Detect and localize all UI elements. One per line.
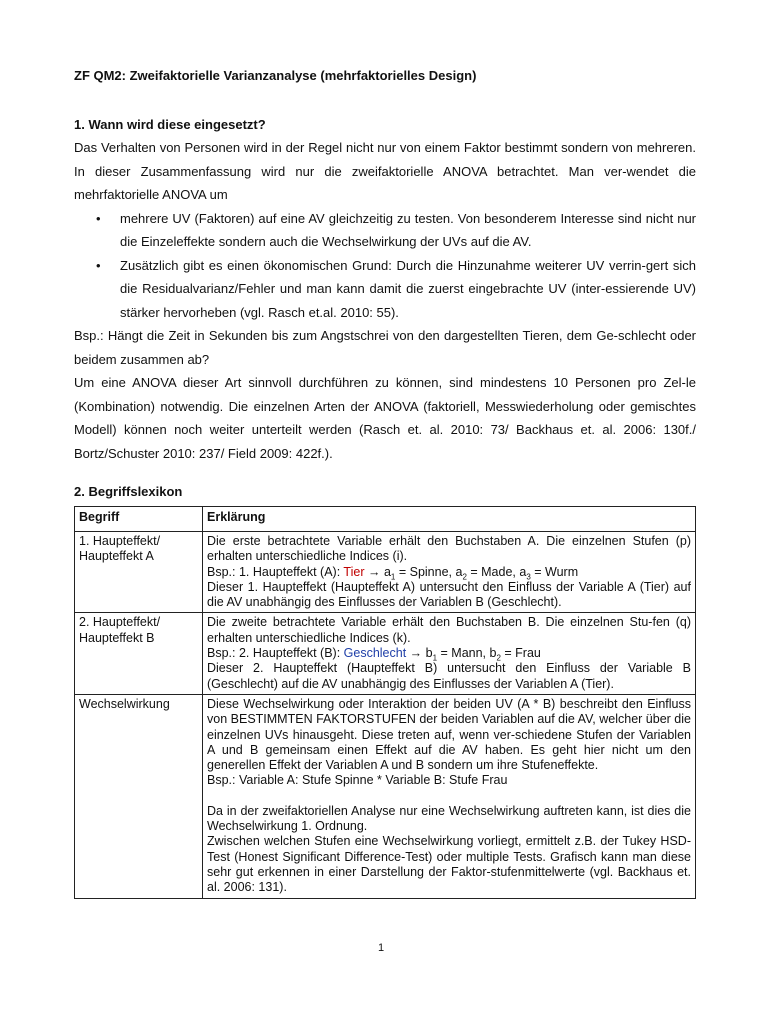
table-row [75, 694, 696, 898]
reasons-list [74, 207, 696, 325]
page-number: 1 [378, 942, 385, 954]
term-cell: Wechselwirkung [75, 694, 203, 898]
bullet-icon: • [96, 210, 101, 226]
intro-paragraph: Das Verhalten von Personen wird in der Regel nicht nur von einem Faktor bestimmt sondern von mehreren. In dieser Zusammenfassung wird nur die zweifaktorielle ANOVA betrachtet. Man ver-wendet die mehrfaktorielle ANOVA um [74, 140, 696, 202]
section-1-heading: 1. Wann wird diese eingesetzt? [74, 117, 266, 132]
example-line: Bsp.: 1. Haupteffekt (A): Tier → $a_1$ = Spinne, $a_2$ = Made, $a_3$ = Wurm [207, 564, 579, 582]
table-row [75, 532, 696, 613]
factor-label: Tier [343, 564, 365, 579]
explanation-cell: Die zweite betrachtete Variable erhält den Buchstaben B. Die einzelnen Stu-fen (q) erhalten unterschiedliche Indices (k). Bsp.: 2. Haupteffekt (B): Geschlecht → $b_1$ = Mann, $b_2$ = Frau Dieser 2. Haupteffekt (Haupteffekt B) untersucht den Einfluss der Variable B (Geschlecht) auf die AV unabhängig des Einflusses der Variablen A (Tier). [203, 613, 696, 694]
bullet-icon: • [96, 257, 101, 273]
list-item: • Zusätzlich gibt es einen ökonomischen Grund: Durch die Hinzunahme weiterer UV verrin-gert sich die Residualvarianz/Fehler und man kann damit die zuerst eingebrachte UV (inter-essierende UV) stärker hervorheben (vgl. Rasch et.al. 2010: 55). [74, 254, 696, 325]
section-2-heading: 2. Begriffslexikon [74, 484, 183, 499]
explanation-cell: Diese Wechselwirkung oder Interaktion der beiden UV (A * B) beschreibt den Einfluss von BESTIMMTEN FAKTORSTUFEN der beiden Variablen auf die AV, welcher über die einzelnen UVs hinausgeht. Diese treten auf, wenn ver-schiedene Stufen der Variablen A und B gemeinsam einen Effekt auf die AV haben. Es geht hier nicht um den generellen Effekt der Variablen A und B sondern um ihre Stufeneffekte. Bsp.: Variable A: Stufe Spinne * Variable B: Stufe Frau Da in der zweifaktoriellen Analyse nur eine Wechselwirkung auftreten kann, ist dies die Wechselwirkung 1. Ordnung. Zwischen welchen Stufen eine Wechselwirkung vorliegt, ermittelt z.B. der Tukey HSD-Test (Honest Significant Difference-Test) oder multiple Tests. Grafisch kann man diese sehr gut erkennen in einer Darstellung der Faktor-stufenmittelwerte (vgl. Backhaus et. al. 2006: 131). [203, 694, 696, 898]
table-row [75, 613, 696, 694]
section-1-body [74, 136, 696, 465]
document-title: ZF QM2: Zweifaktorielle Varianzanalyse (mehrfaktorielles Design) [74, 68, 477, 83]
header-explanation: Erklärung [203, 507, 696, 532]
example-paragraph: Bsp.: Hängt die Zeit in Sekunden bis zum Angstschrei von den dargestellten Tieren, dem Ge-schlecht oder beidem zusammen ab? [74, 328, 696, 367]
example-line: Bsp.: 2. Haupteffekt (B): Geschlecht → $b_1$ = Mann, $b_2$ = Frau [207, 646, 541, 663]
table-header-row [75, 507, 696, 532]
closing-paragraph: Um eine ANOVA dieser Art sinnvoll durchführen zu können, sind mindestens 10 Personen pro Zel-le (Kombination) notwendig. Die einzelnen Arten der ANOVA (faktoriell, Messwiederholung oder gemischtes Modell) können noch weiter unterteilt werden (Rasch et. al. 2010: 73/ Backhaus et. al. 2006: 130f./ Bortz/Schuster 2010: 237/ Field 2009: 422f.). [74, 375, 696, 461]
glossary-table [74, 506, 696, 899]
header-term: Begriff [75, 507, 203, 532]
explanation-cell: Die erste betrachtete Variable erhält den Buchstaben A. Die einzelnen Stufen (p) erhalten unterschiedliche Indices (i). Bsp.: 1. Haupteffekt (A): Tier → $a_1$ = Spinne, $a_2$ = Made, $a_3$ = Wurm Dieser 1. Haupteffekt (Haupteffekt A) untersucht den Einfluss der Variable A (Tier) auf die AV unabhängig des Einflusses der Variablen B (Geschlecht). [203, 532, 696, 613]
term-cell: 2. Haupteffekt/ Haupteffekt B [75, 613, 203, 694]
term-cell: 1. Haupteffekt/ Haupteffekt A [75, 532, 203, 613]
list-item: • mehrere UV (Faktoren) auf eine AV gleichzeitig zu testen. Von besonderem Interesse sind nicht nur die Einzeleffekte sondern auch die Wechselwirkung der UVs auf die AV. [74, 207, 696, 254]
factor-label: Geschlecht [343, 646, 407, 661]
